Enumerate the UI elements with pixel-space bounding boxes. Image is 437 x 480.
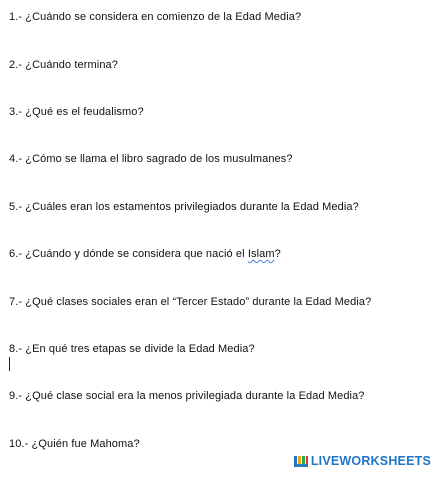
spellcheck-marked-word: Islam <box>247 248 275 260</box>
liveworksheets-logo-icon <box>294 456 308 467</box>
text-cursor <box>9 357 10 371</box>
question-5: 5.- ¿Cuáles eran los estamentos privilegiados durante la Edad Media? <box>9 201 359 213</box>
question-6-text-before: 6.- ¿Cuándo y dónde se considera que nació el <box>9 248 248 260</box>
question-1: 1.- ¿Cuándo se considera en comienzo de la Edad Media? <box>9 11 302 23</box>
question-10: 10.- ¿Quién fue Mahoma? <box>9 438 140 450</box>
question-2: 2.- ¿Cuándo termina? <box>9 59 118 71</box>
brand-name: LIVEWORKSHEETS <box>310 454 431 468</box>
liveworksheets-watermark <box>294 454 431 468</box>
question-6-text-after: ? <box>274 248 281 260</box>
question-6 <box>9 247 281 261</box>
question-8: 8.- ¿En qué tres etapas se divide la Edad Media? <box>9 343 255 355</box>
question-9: 9.- ¿Qué clase social era la menos privilegiada durante la Edad Media? <box>9 390 365 402</box>
question-4: 4.- ¿Cómo se llama el libro sagrado de los musulmanes? <box>9 153 293 165</box>
question-3: 3.- ¿Qué es el feudalismo? <box>9 106 144 118</box>
question-7: 7.- ¿Qué clases sociales eran el “Tercer Estado” durante la Edad Media? <box>9 296 372 308</box>
